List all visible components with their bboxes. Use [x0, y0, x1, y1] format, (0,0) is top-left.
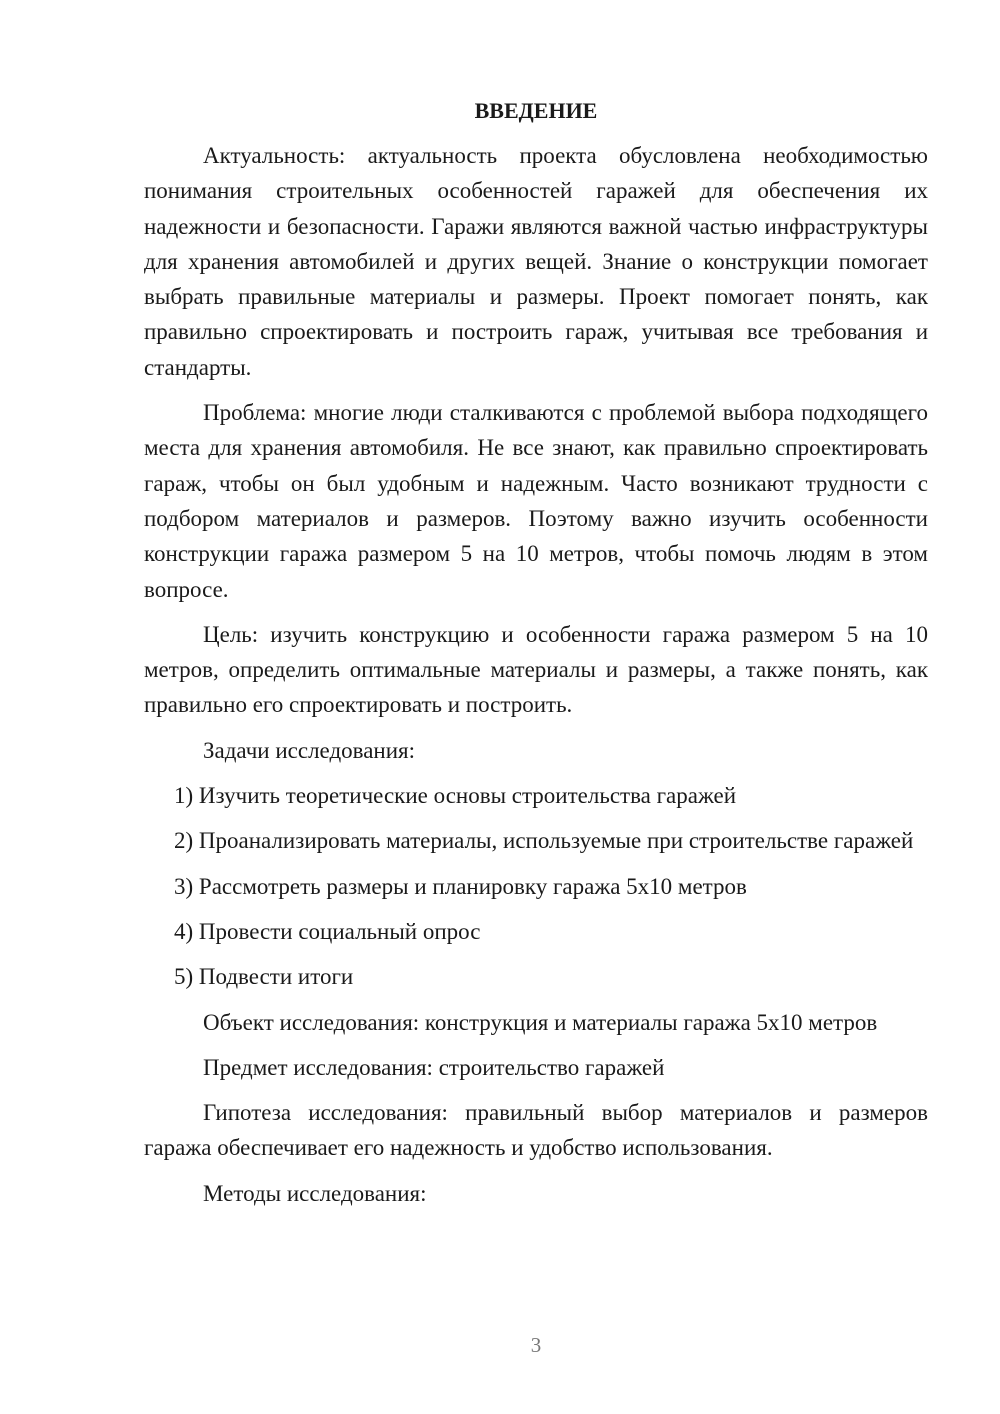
object-paragraph: Объект исследования: конструкция и материалы гаража 5х10 метров — [203, 1009, 878, 1035]
subject-paragraph: Предмет исследования: строительство гаражей — [203, 1054, 665, 1080]
problem-paragraph: Проблема: многие люди сталкиваются с проблемой выбора подходящего места для хранения автомобиля. Не все знают, как правильно спроектировать гараж, чтобы он был удобным и надежным. Часто возникают трудности с подбором материалов и размеров. Поэтому важно изучить особенности конструкции гаража размером 5 на 10 метров, чтобы помочь людям в этом вопросе. — [144, 400, 928, 602]
goal-paragraph: Цель: изучить конструкцию и особенности гаража размером 5 на 10 метров, определить оптимальные материалы и размеры, а также понять, как правильно его спроектировать и построить. — [144, 621, 928, 718]
page-content — [144, 93, 928, 1221]
list-item: 1) Изучить теоретические основы строительства гаражей — [174, 783, 737, 809]
tasks-list — [144, 778, 928, 994]
hypothesis-paragraph: Гипотеза исследования: правильный выбор материалов и размеров гаража обеспечивает его надежность и удобство использования. — [144, 1100, 928, 1161]
list-item: 2) Проанализировать материалы, используемые при строительстве гаражей — [174, 828, 914, 854]
list-item: 5) Подвести итоги — [174, 964, 354, 990]
list-item: 4) Провести социальный опрос — [174, 918, 481, 944]
relevance-paragraph: Актуальность: актуальность проекта обусловлена необходимостью понимания строительных особенностей гаражей для обеспечения их надежности и безопасности. Гаражи являются важной частью инфраструктуры для хранения автомобилей и других вещей. Знание о конструкции помогает выбрать правильные материалы и размеры. Проект помогает понять, как правильно спроектировать и построить гараж, учитывая все требования и стандарты. — [144, 143, 928, 380]
page-number: 3 — [530, 1333, 542, 1357]
list-item: 3) Рассмотреть размеры и планировку гаража 5х10 метров — [174, 873, 747, 899]
methods-paragraph: Методы исследования: — [203, 1180, 427, 1206]
tasks-heading: Задачи исследования: — [203, 737, 416, 763]
page-title: ВВЕДЕНИЕ — [474, 98, 598, 123]
